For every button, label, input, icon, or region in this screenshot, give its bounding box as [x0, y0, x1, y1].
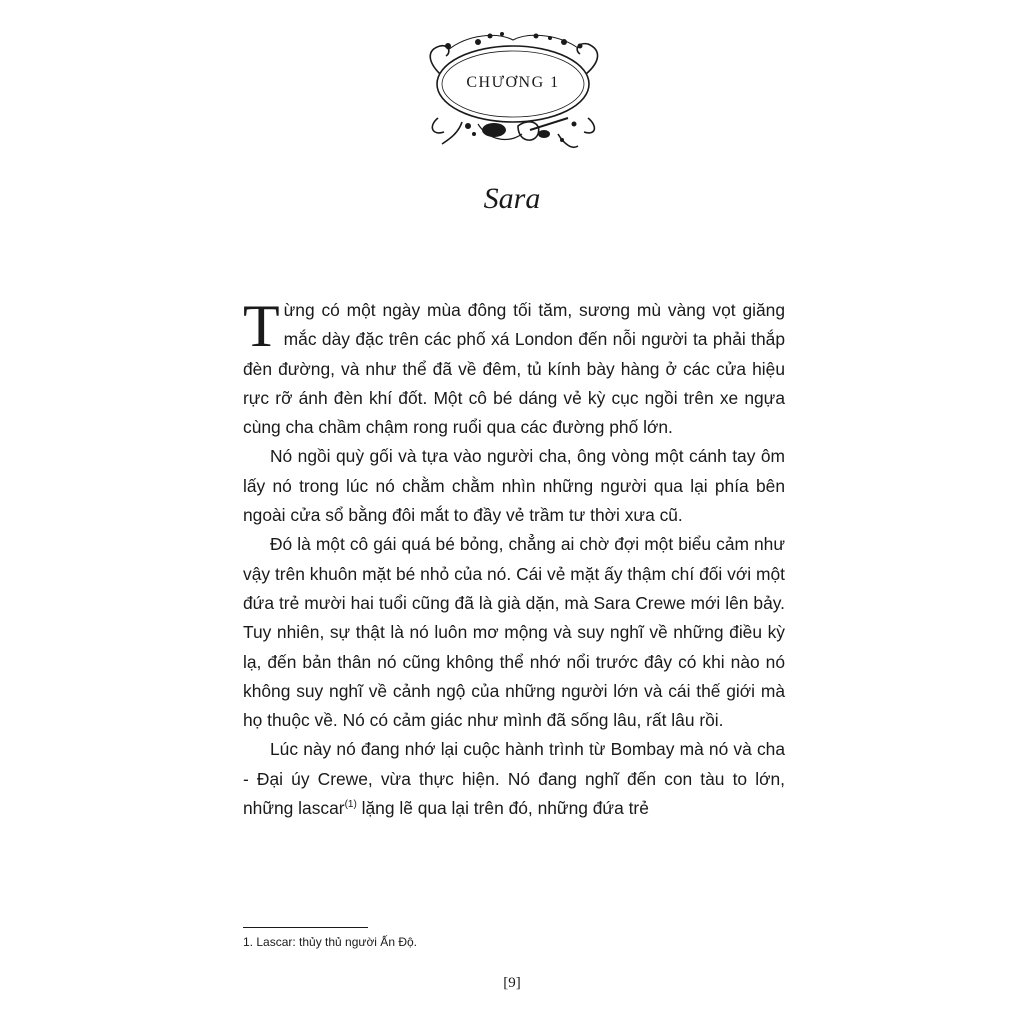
paragraph-4-text-end: lặng lẽ qua lại trên đó, những đứa trẻ [356, 798, 649, 819]
paragraph-1 [243, 293, 785, 442]
paragraph-4-text-start: Lúc này nó đang nhớ lại cuộc hành trình từ Bombay mà nó và cha - Đại úy Crewe, vừa thực hiện. Nó đang nghĩ đến con tàu to lớn, những lascar [243, 739, 785, 819]
chapter-label: CHƯƠNG 1 [466, 74, 560, 91]
paragraph-1-text: ừng có một ngày mùa đông tối tăm, sương mù vàng vọt giăng mắc dày đặc trên các phố xá London đến nỗi người ta phải thắp đèn đường, và như thể đã về đêm, tủ kính bày hàng ở các cửa hiệu rực rỡ ánh đèn khí đốt. Một cô bé dáng vẻ kỳ cục ngồi trên xe ngựa cùng cha chầm chậm rong ruổi qua các đường phố lớn. [243, 300, 785, 438]
paragraph-3: Đó là một cô gái quá bé bỏng, chẳng ai chờ đợi một biểu cảm như vậy trên khuôn mặt bé nhỏ của nó. Cái vẻ mặt ấy thậm chí đối với một đứa trẻ mười hai tuổi cũng đã là già dặn, mà Sara Crewe mới lên bảy. Tuy nhiên, sự thật là nó luôn mơ mộng và suy nghĩ về những điều kỳ lạ, đến bản thân nó cũng không thể nhớ nổi trước đây có khi nào nó không suy nghĩ về cảnh ngộ của những người lớn và cái thế giới mà họ thuộc về. Nó có cảm giác như mình đã sống lâu, rất lâu rồi. [243, 534, 785, 731]
footnote-divider [243, 927, 368, 928]
paragraph-4 [243, 735, 785, 823]
footnote: 1. Lascar: thủy thủ người Ấn Độ. [243, 935, 417, 949]
chapter-ornament-frame-icon [418, 22, 608, 162]
body-text [243, 293, 785, 823]
paragraph-2: Nó ngồi quỳ gối và tựa vào người cha, ông vòng một cánh tay ôm lấy nó trong lúc nó chằm chằm nhìn những người qua lại phía bên ngoài cửa sổ bằng đôi mắt to đầy vẻ trầm tư thời xưa cũ. [243, 446, 785, 526]
chapter-title: Sara [483, 182, 541, 215]
drop-cap: T [243, 293, 280, 359]
page-number: [9] [503, 975, 521, 991]
footnote-reference: (1) [344, 799, 357, 811]
